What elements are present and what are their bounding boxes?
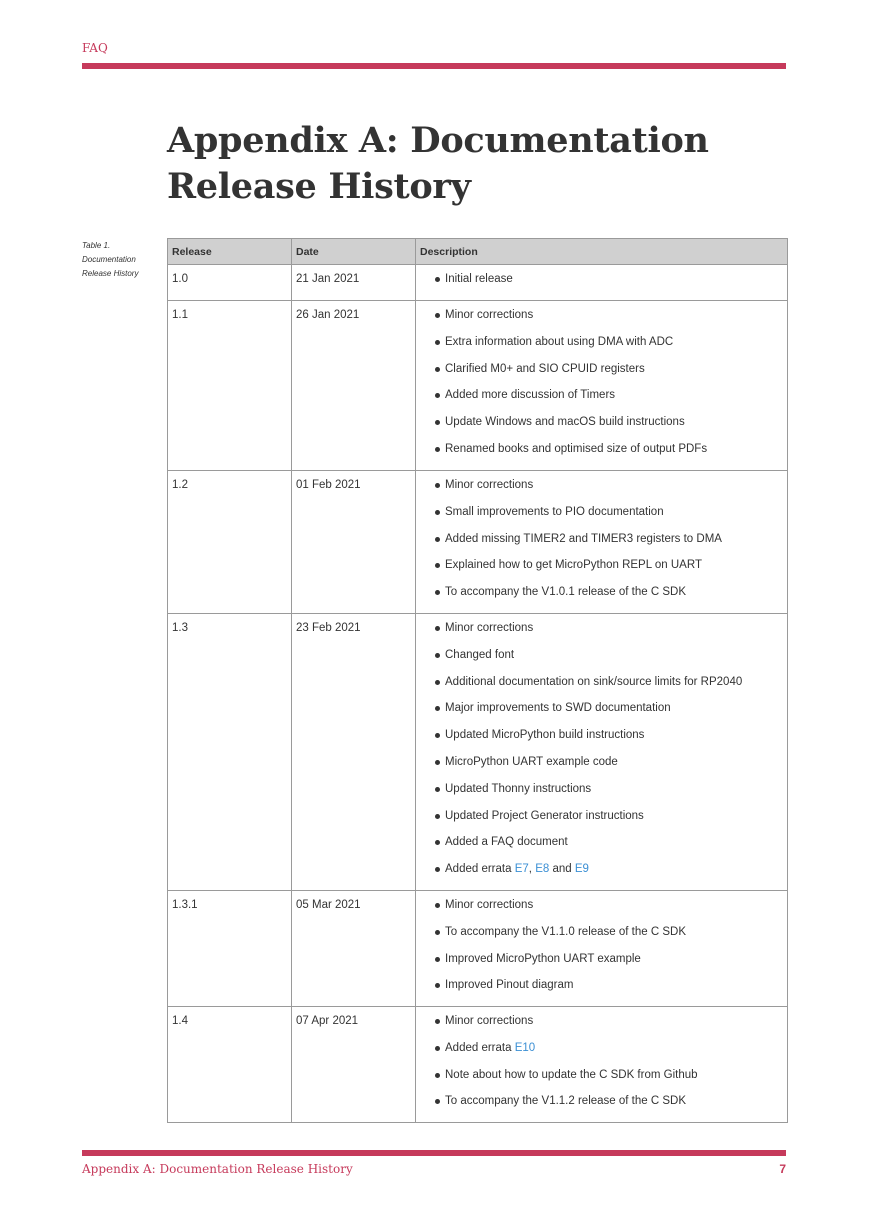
column-header-date: Date [292, 239, 416, 265]
caption-line: Documentation [82, 255, 136, 264]
errata-and: and [552, 863, 572, 876]
list-item: Small improvements to PIO documentation [433, 504, 783, 521]
list-item-errata [433, 1040, 783, 1057]
list-item: Extra information about using DMA with ADC [433, 334, 783, 351]
list-item: To accompany the V1.1.0 release of the C SDK [433, 924, 783, 941]
change-list [420, 1013, 783, 1110]
table-header-row [168, 239, 788, 265]
errata-prefix: Added errata [445, 863, 512, 876]
date-cell: 01 Feb 2021 [292, 471, 416, 614]
list-item: To accompany the V1.0.1 release of the C SDK [433, 584, 783, 601]
table-row [168, 471, 788, 614]
change-list [420, 477, 783, 601]
caption-line: Release History [82, 269, 139, 278]
list-item: Updated Project Generator instructions [433, 808, 783, 825]
release-history-table [167, 238, 788, 1123]
list-item: Note about how to update the C SDK from Github [433, 1067, 783, 1084]
description-cell [416, 265, 788, 301]
table-row [168, 614, 788, 891]
caption-line: Table 1. [82, 241, 111, 250]
page-title: Appendix A: Documentation Release History [167, 120, 709, 207]
description-cell [416, 301, 788, 471]
date-cell: 26 Jan 2021 [292, 301, 416, 471]
list-item-errata [433, 861, 783, 878]
release-cell: 1.2 [168, 471, 292, 614]
change-list [420, 620, 783, 878]
list-item: Added more discussion of Timers [433, 387, 783, 404]
date-cell: 07 Apr 2021 [292, 1007, 416, 1123]
release-cell: 1.1 [168, 301, 292, 471]
column-header-description: Description [416, 239, 788, 265]
list-item: Changed font [433, 647, 783, 664]
list-item: Minor corrections [433, 477, 783, 494]
list-item: Minor corrections [433, 620, 783, 637]
list-item: Additional documentation on sink/source limits for RP2040 [433, 674, 783, 691]
table-row [168, 301, 788, 471]
list-item: Renamed books and optimised size of output PDFs [433, 441, 783, 458]
errata-link-e9[interactable]: E9 [574, 863, 589, 876]
date-cell: 23 Feb 2021 [292, 614, 416, 891]
change-list [420, 307, 783, 458]
release-cell: 1.3.1 [168, 891, 292, 1007]
list-item: Minor corrections [433, 1013, 783, 1030]
list-item: Added missing TIMER2 and TIMER3 registers to DMA [433, 531, 783, 548]
list-item: Updated Thonny instructions [433, 781, 783, 798]
list-item: To accompany the V1.1.2 release of the C SDK [433, 1093, 783, 1110]
table-row [168, 891, 788, 1007]
description-cell [416, 891, 788, 1007]
description-cell [416, 614, 788, 891]
description-cell [416, 471, 788, 614]
list-item: MicroPython UART example code [433, 754, 783, 771]
date-cell: 21 Jan 2021 [292, 265, 416, 301]
release-cell: 1.4 [168, 1007, 292, 1123]
table-caption [82, 239, 162, 281]
header-rule [82, 63, 786, 69]
errata-link-e8[interactable]: E8 [535, 863, 550, 876]
list-item: Major improvements to SWD documentation [433, 700, 783, 717]
list-item: Minor corrections [433, 307, 783, 324]
list-item: Update Windows and macOS build instructions [433, 414, 783, 431]
list-item: Initial release [433, 271, 783, 288]
errata-link-e7[interactable]: E7 [514, 863, 529, 876]
column-header-release: Release [168, 239, 292, 265]
table-row [168, 265, 788, 301]
running-footer: Appendix A: Documentation Release History [82, 1162, 353, 1176]
release-cell: 1.3 [168, 614, 292, 891]
table-row [168, 1007, 788, 1123]
running-header: FAQ [82, 41, 108, 55]
description-cell [416, 1007, 788, 1123]
list-item: Improved Pinout diagram [433, 977, 783, 994]
release-cell: 1.0 [168, 265, 292, 301]
list-item: Clarified M0+ and SIO CPUID registers [433, 361, 783, 378]
list-item: Minor corrections [433, 897, 783, 914]
errata-link-e10[interactable]: E10 [514, 1041, 536, 1054]
page-number: 7 [779, 1162, 786, 1176]
list-item: Explained how to get MicroPython REPL on UART [433, 557, 783, 574]
date-cell: 05 Mar 2021 [292, 891, 416, 1007]
list-item: Updated MicroPython build instructions [433, 727, 783, 744]
change-list [420, 271, 783, 288]
change-list [420, 897, 783, 994]
errata-prefix: Added errata [445, 1041, 512, 1054]
footer-rule [82, 1150, 786, 1156]
list-item: Added a FAQ document [433, 834, 783, 851]
list-item: Improved MicroPython UART example [433, 951, 783, 968]
errata-separator: , [528, 863, 532, 876]
